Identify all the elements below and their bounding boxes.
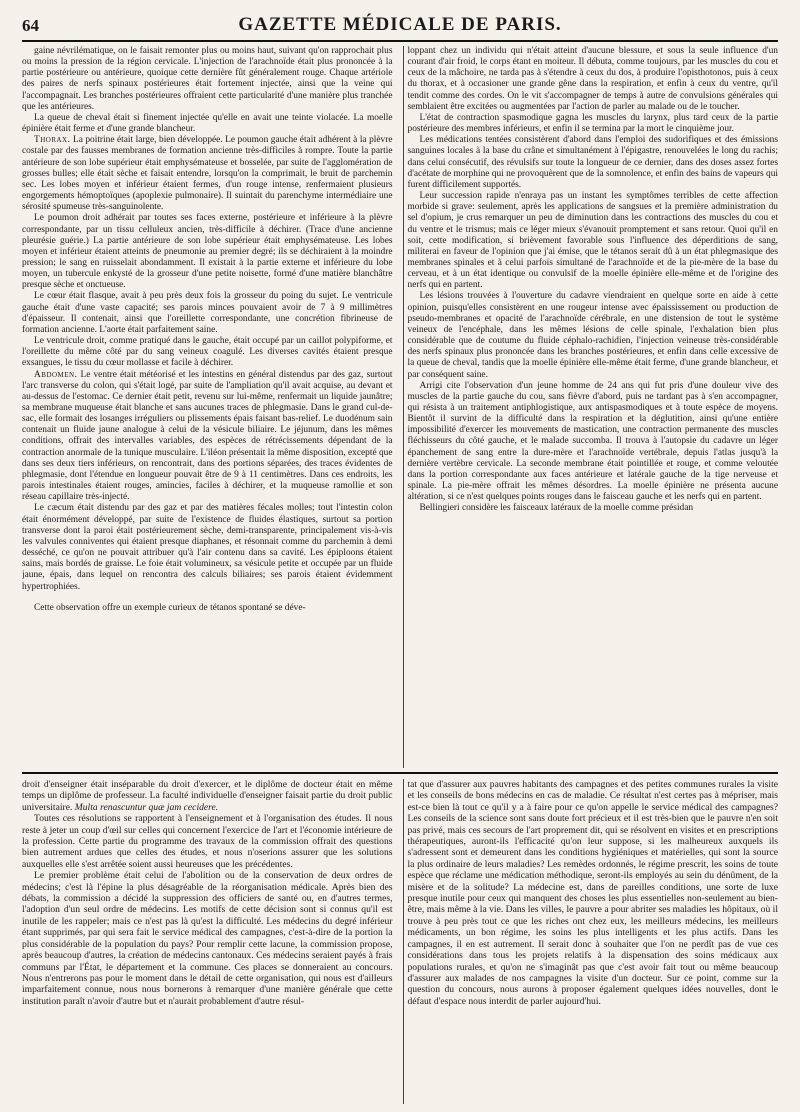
- latin-quote: Multa renascuntur quæ jam cecidere.: [74, 801, 219, 813]
- bottom-right-column: [403, 779, 779, 1104]
- section-divider: [22, 772, 778, 774]
- paragraph: Le poumon droit adhérait par toutes ses faces externe, postérieure et inférieure à la plèvre correspondante, par un tissu celluleux ancien, très-difficile à déchirer. (Trace d'une ancienne pleurésie guérie.) La partie antérieure de son lobe supérieur était emphysémateuse. Les lobes moyen et inférieur étaient atteints de pneumonie au premier degré; ils se déchiraient à la moindre pression; le sang en ruisselait abondamment. Il existait à la partie externe et inférieure du lobe moyen, un tubercule enkysté de la grosseur d'une petite noisette, formé d'une matière blanchâtre presque sèche et onctueuse.: [22, 213, 393, 291]
- paragraph: [22, 370, 393, 504]
- paragraph: tat que d'assurer aux pauvres habitants des campagnes et des petites communes rurales la visite et les conseils de bons médecins en cas de maladie. Ce résultat n'est certes pas à mépriser, mais est-ce bien là tout ce qu'il y a à faire pour ce qu'on appelle le service médical des campagnes? Les conseils de la science sont sans doute fort précieux et il est très-bien que le pauvre n'en soit pas privé, mais ces secours de l'art proprement dit, qui se résolvent en visites et en prescriptions thérapeutiques, auront-ils l'efficacité qu'on leur suppose, si les malheureux auxquels ils s'adressent sont et demeurent dans les conditions hygiéniques et matérielles, qui sont la source la plus ordinaire de leurs maladies? Les remèdes ordonnés, le régime prescrit, les soins de toute espèce que réclame une médication méthodique, seront-ils employés au sein du dénûment, de la misère et de la solitude? La médecine est, dans de pareilles conditions, une sorte de luxe presque inutile pour ceux qui manquent des choses les plus essentielles non-seulement au bien-être, mais même à la vie. Dans les villes, le pauvre a pour abriter ses maladies les hôpitaux, où il trouve à peu près tout ce que les riches ont chez eux, les meilleurs médecins, les meilleurs médicaments, un bon régime, les soins les plus intelligents et les plus actifs. Dans les campagnes, il en est autrement. Il serait donc à souhaiter que l'on ne perdît pas de vue ces considérations dans tous les projets relatifs à la dispensation des soins médicaux aux populations rurales, et qu'on ne s'imaginât pas que c'est avoir fait tout ou même beaucoup d'assurer aux malades de nos campagnes la visite d'un docteur. Sur ce point, comme sur la question du concours, nous aurons à proposer également quelques idées nouvelles, dont le défaut d'espace nous interdit de parler aujourd'hui.: [407, 779, 778, 1007]
- paragraph: Leur succession rapide n'enraya pas un instant les symptômes terribles de cette affection morbide si grave: seulement, après les applications de sangsues et la première administration du sel d'opium, je crus remarquer un peu de diminution dans les contractions des muscles du cou et du ventre et le trismus; mais ce léger mieux s'évanouit promptement et sans retour. Quoi qu'il en soit, cette modification, si brièvement favorable sous l'influence des déperditions de sang, militerai en faveur de l'opinion que j'ai émise, que le tétanos serait dû à un état phlegmasique des membranes spinales et à celui parfois simultané de l'arachnoïde et de la pie-mère de la base du cerveau, et à un état identique ou convulsif de la moelle épinière elle-même et de l'origine des nerfs qui en partent.: [407, 191, 778, 291]
- bottom-left-column: [22, 779, 397, 1104]
- paragraph: Arrigi cite l'observation d'un jeune homme de 24 ans qui fut pris d'une douleur vive des muscles de la partie gauche du cou, sans fièvre d'abord, puis ne tardant pas à s'en accompagner, qui résista à un traitement antiphlogistique, aux antispasmodiques et à toute espèce de moyens. Bientôt il survint de la difficulté dans la respiration et la déglutition, ainsi qu'une entière impossibilité d'exercer les mouvements de mastication, une contraction permanente des muscles fléchisseurs du côté gauche, et le malade succomba. Il trouva à l'autopsie du cadavre un léger épanchement de sang entre la dure-mère et l'arachnoïde vertébrale, depuis l'atlas jusqu'à la dernière vertèbre cervicale. La seconde membrane était pointillée et rouge, et comme veloutée dans la portion correspondante aux faces antérieure et latérale gauche de la tige nerveuse et spinale. La pie-mère offrait les mêmes désordres. La moelle épinière ne présenta aucune altération, si ce n'est quelques points rouges dans le faisceau gauche et les nerfs qui en partent.: [407, 380, 778, 503]
- section-label-abdomen: Abdomen.: [34, 369, 78, 380]
- page-number: 64: [22, 16, 39, 35]
- page-header: [22, 8, 778, 42]
- section-label-thorax: Thorax.: [34, 135, 71, 146]
- paragraph-text: La poitrine était large, bien développée. Le poumon gauche était adhérent à la plèvre costale par des fausses membranes de formation ancienne très-difficiles à rompre. Toute la partie antérieure de son lobe supérieur était emphysémateuse et bosselée, par suite de l'agglomération de grosses bulles; elle était sèche et faisait entendre, lorsqu'on la comprimait, le bruit de parchemin sec. Les lobes moyen et inférieur étaient fermes, d'un rouge intense, renfermaient plusieurs engorgements hémoptoïques (apoplexie pulmonaire). Il suintait du parenchyme intermédiaire une sérosité spumeuse très-sanguinolente.: [22, 135, 393, 213]
- paragraph: Cette observation offre un exemple curieux de tétanos spontané se déve-: [34, 602, 306, 613]
- paragraph: Le cæcum était distendu par des gaz et par des matières fécales molles; tout l'intestin colon était énormément développé, par suite de l'existence de fluides élastiques, surtout sa portion transverse dont la paroi était postérieurement sèche, demi-transparente, principalement vis-à-vis les valvules conniventes qui étaient presque diaphanes, et résonnait comme du parchemin à demi desséché, ce qu'on ne pouvait attribuer qu'à l'air contenu dans sa cavité. Les épiploons étaient sains, mais bordés de graisse. Le foie était volumineux, sa vésicule petite et occupée par un fluide jaune, épais, dans lequel on rencontra des calculs biliaires; ses parois étaient évidemment hypertrophiées.: [22, 503, 393, 592]
- paragraph: loppant chez un individu qui n'était atteint d'aucune blessure, et sous la seule influence d'un courant d'air froid, le corps étant en moiteur. Il débuta, comme toujours, par les muscles du cou et ceux de la mâchoire, ne tarda pas à s'étendre à ceux du dos, à produire l'opisthotonos, puis à ceux du thorax, et à occasioner une grande gêne dans la respiration, et enfin à ceux du ventre, qu'il tendit comme des cordes. On le vit s'accompagner de temps à autre de convulsions générales qui semblaient être excitées ou augmentées par l'action de parler au malade ou de le toucher.: [407, 46, 778, 112]
- top-left-column: [22, 46, 397, 768]
- paragraph: gaine névrilématique, on le faisait remonter plus ou moins haut, suivant qu'on rapprochait plus ou moins la pression de la région cervicale. L'injection de l'arachnoïde était plus prononcée à la partie postérieure ou antérieure, quoique cette dernière fût généralement rouge. Chaque artériole des paires de nerfs spinaux postérieures était fortement injectée, ainsi que la veine qui l'accompagnait. Les branches postérieures offraient cette particularité d'une manière plus tranchée que les antérieures.: [22, 46, 393, 112]
- bottom-article: [22, 779, 778, 1104]
- paragraph: [22, 779, 393, 813]
- paragraph: Les médications tentées consistèrent d'abord dans l'emploi des sudorifiques et des émissions sanguines locales à la base du crâne et simultanément à l'épigastre, renouvelées le long du rachis; dans celui consécutif, des révulsifs sur toute la longueur de ce dernier, dans des doses assez fortes d'acétate de morphine qui ne provoquèrent que de la somnolence, et enfin des bains de vapeurs qui furent difficilement supportés.: [407, 135, 778, 190]
- paragraph: Le ventricule droit, comme pratiqué dans le gauche, était occupé par un caillot polypiforme, et l'oreillette du même côté par du sang veineux coagulé. Les diverses cavités étaient presque exsangues, le tissu du cœur mollasse et facile à déchirer.: [22, 336, 393, 369]
- paragraph: L'état de contraction spasmodique gagna les muscles du larynx, plus tard ceux de la partie postérieure des membres inférieurs, et enfin il se termina par la mort le cinquième jour.: [407, 112, 778, 135]
- paragraph: La queue de cheval était si finement injectée qu'elle en avait une teinte violacée. La moelle épinière était ferme et d'une grande blancheur.: [22, 112, 393, 135]
- paragraph: Le premier problème était celui de l'abolition ou de la conservation de deux ordres de médecins; c'est là l'épine la plus désagréable de la réorganisation médicale. Après bien des débats, la commission a décidé la suppression des officiers de santé ou, en d'autres termes, l'adoption d'un seul ordre de médecins. Les motifs de cette décision sont si connus qu'il est inutile de les rappeler; mais ce n'est pas là qu'est la difficulté. Les médecins du degré inférieur étant supprimés, par qui sera fait le service médical des campagnes, c'est-à-dire de la portion la plus considérable de la population du pays? Pour remplir cette lacune, la commission propose, après beaucoup d'autres, la création de médecins cantonaux. Ces médecins seraient payés à frais communs par l'État, le département et la commune. Ces places se donneraient au concours. Nous n'entrerons pas pour le moment dans le détail de cette organisation, qui nous est d'ailleurs imparfaitement connue, nous nous bornerons à remarquer d'une manière générale que cette institution paraît n'avoir d'autre but et n'aurait probablement d'autre résul-: [22, 870, 393, 1007]
- paragraph: Les lésions trouvées à l'ouverture du cadavre viendraient en quelque sorte en aide à cette opinion, puisqu'elles consistèrent en une rougeur intense avec épaississement ou production de pseudo-membranes et opacité de l'arachnoïde cérébrale, en une distension de tout le système veineux de l'encéphale, dans les mêmes lésions de celle spinale, l'exhalation bien plus considérable que de coutume du fluide céphalo-rachidien, l'injection veineuse très-considérable des nerfs spinaux plus prononcée dans les branches postérieures, et enfin dans celle excessive de la queue de cheval, tandis que la moelle épinière elle-même était ferme, d'une grande blancheur, et par conséquent saine.: [407, 291, 778, 380]
- paragraph: Le cœur était flasque, avait à peu près deux fois la grosseur du poing du sujet. Le ventricule gauche était d'une vaste capacité; ses parois minces pouvaient avoir de 7 à 9 millimètres d'épaisseur. Il contenait, ainsi que l'oreillette correspondante, une concrétion fibrineuse de formation ancienne. L'aorte était parfaitement saine.: [22, 291, 393, 335]
- newspaper-page: [22, 8, 778, 1106]
- top-article: [22, 46, 778, 768]
- journal-title: GAZETTE MÉDICALE DE PARIS.: [238, 14, 562, 35]
- paragraph-text: Le ventre était météorisé et les intestins en général distendus par des gaz, surtout l'arc transverse du colon, qui s'était logé, par suite de l'ampliation qu'il avait acquise, au devant et au-dessus de l'estomac. Ce dernier était petit, revenu sur lui-même, renfermait un liquide jaunâtre; sa membrane muqueuse était blanche et sans aucunes traces de phlegmasie. Dans le grand cul-de-sac, elle formait des losanges irréguliers ou plissements épais faisant bas-relief. Le duodénum sain contenait un fluide jaune analogue à celui de la vésicule biliaire. Le jéjunum, dans les mêmes conditions, offrait des intervalles variables, des espèces de rétrécissements dépendant de la contraction anormale de la tunique musculaire. L'iléon présentait la même disposition, excepté que dans ses deux tiers inférieurs, on rencontrait, dans des portions séparées, des traces évidentes de phlegmasie, dont l'étendue en longueur pouvait être de 9 à 11 centimètres. Dans ces endroits, les parois intestinales étaient rouges, amincies, faciles à déchirer, et la muqueuse ramollie et son réseau capillaire très-injecté.: [22, 369, 393, 503]
- paragraph-text: droit d'enseigner était inséparable du droit d'exercer, et le diplôme de docteur était en même temps un diplôme de professeur. La faculté individuelle d'enseigner faisait partie du droit public universitaire.: [22, 779, 393, 813]
- top-right-column: [403, 46, 779, 768]
- paragraph: Toutes ces résolutions se rapportent à l'enseignement et à l'organisation des études. Il nous reste à jeter un coup d'œil sur celles qui concernent l'exercice de l'art et l'économie intérieure de la profession. Cette partie du programme des travaux de la commission offrait des questions bien autrement ardues que celles des études, et nous n'oserions assurer que les solutions auxquelles elle s'est arrêtée soient aussi heureuses que les précédentes.: [22, 813, 393, 870]
- paragraph: [22, 135, 393, 213]
- paragraph: Bellingieri considère les faisceaux latéraux de la moelle comme présidan: [419, 503, 694, 514]
